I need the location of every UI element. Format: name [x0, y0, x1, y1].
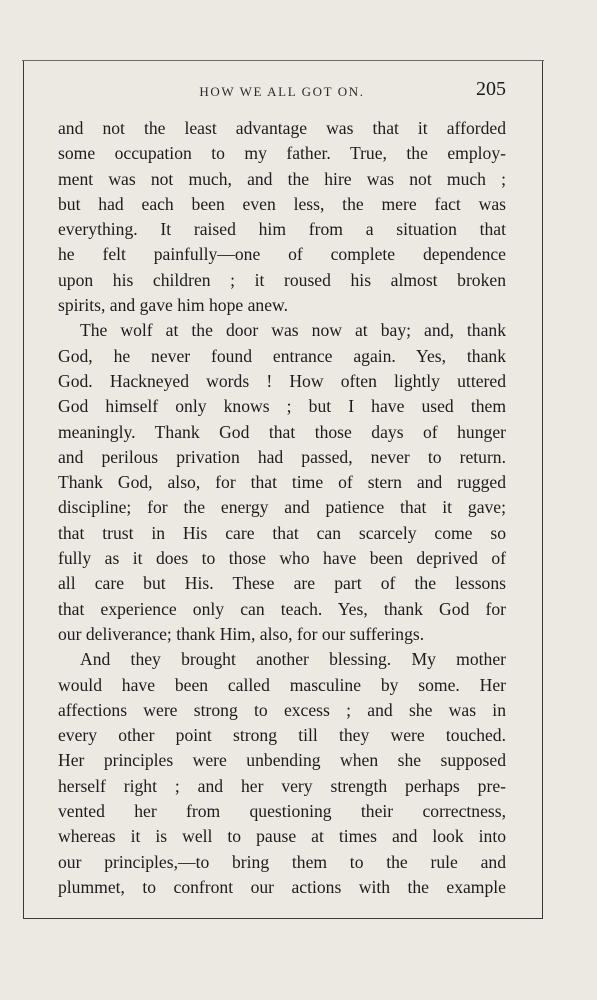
- text-line: whereas it is well to pause at times and look into: [58, 826, 506, 847]
- text-line: upon his children ; it roused his almost broken: [58, 269, 506, 290]
- text-line: our principles,—to bring them to the rule and: [58, 851, 506, 872]
- page-number: 205: [476, 78, 506, 100]
- text-line: Thank God, also, for that time of stern and rugged: [58, 472, 506, 493]
- text-line: God himself only knows ; but I have used them: [58, 396, 506, 417]
- text-line: vented her from questioning their correctness,: [58, 801, 506, 822]
- text-line: fully as it does to those who have been deprived of: [58, 548, 506, 569]
- text-line: that trust in His care that can scarcely come so: [58, 522, 506, 543]
- paragraph: [58, 647, 506, 900]
- text-line: Her principles were unbending when she supposed: [58, 750, 506, 771]
- text-line: all care but His. These are part of the lessons: [58, 573, 506, 594]
- text-line: ment was not much, and the hire was not much ;: [58, 168, 506, 189]
- page-header: [58, 78, 506, 106]
- text-line: meaningly. Thank God that those days of hunger: [58, 421, 506, 442]
- text-line: some occupation to my father. True, the employ-: [58, 143, 506, 164]
- paragraph: [58, 116, 506, 318]
- text-line: but had each been even less, the mere fact was: [58, 193, 506, 214]
- text-line: herself right ; and her very strength perhaps pre-: [58, 775, 506, 796]
- body-text: [58, 116, 506, 900]
- text-line: The wolf at the door was now at bay; and, thank: [80, 320, 506, 341]
- text-line: he felt painfully—one of complete dependence: [58, 244, 506, 265]
- text-line: and perilous privation had passed, never to return.: [58, 446, 506, 467]
- text-line: that experience only can teach. Yes, thank God for: [58, 598, 506, 619]
- text-line: plummet, to confront our actions with the example: [58, 876, 506, 897]
- text-line: God, he never found entrance again. Yes, thank: [58, 345, 506, 366]
- paragraph: [58, 318, 506, 647]
- text-line: and not the least advantage was that it afforded: [58, 118, 506, 138]
- text-line: discipline; for the energy and patience that it gave;: [58, 497, 506, 518]
- text-line: And they brought another blessing. My mother: [80, 649, 506, 670]
- text-line: affections were strong to excess ; and she was in: [58, 699, 506, 720]
- text-line: every other point strong till they were touched.: [58, 725, 506, 746]
- text-line: would have been called masculine by some. Her: [58, 674, 506, 695]
- text-line: everything. It raised him from a situation that: [58, 219, 506, 240]
- text-line: our deliverance; thank Him, also, for our sufferings.: [58, 623, 425, 644]
- text-line: God. Hackneyed words ! How often lightly uttered: [58, 370, 506, 391]
- running-title: HOW WE ALL GOT ON.: [199, 84, 365, 99]
- text-line: spirits, and gave him hope anew.: [58, 295, 288, 316]
